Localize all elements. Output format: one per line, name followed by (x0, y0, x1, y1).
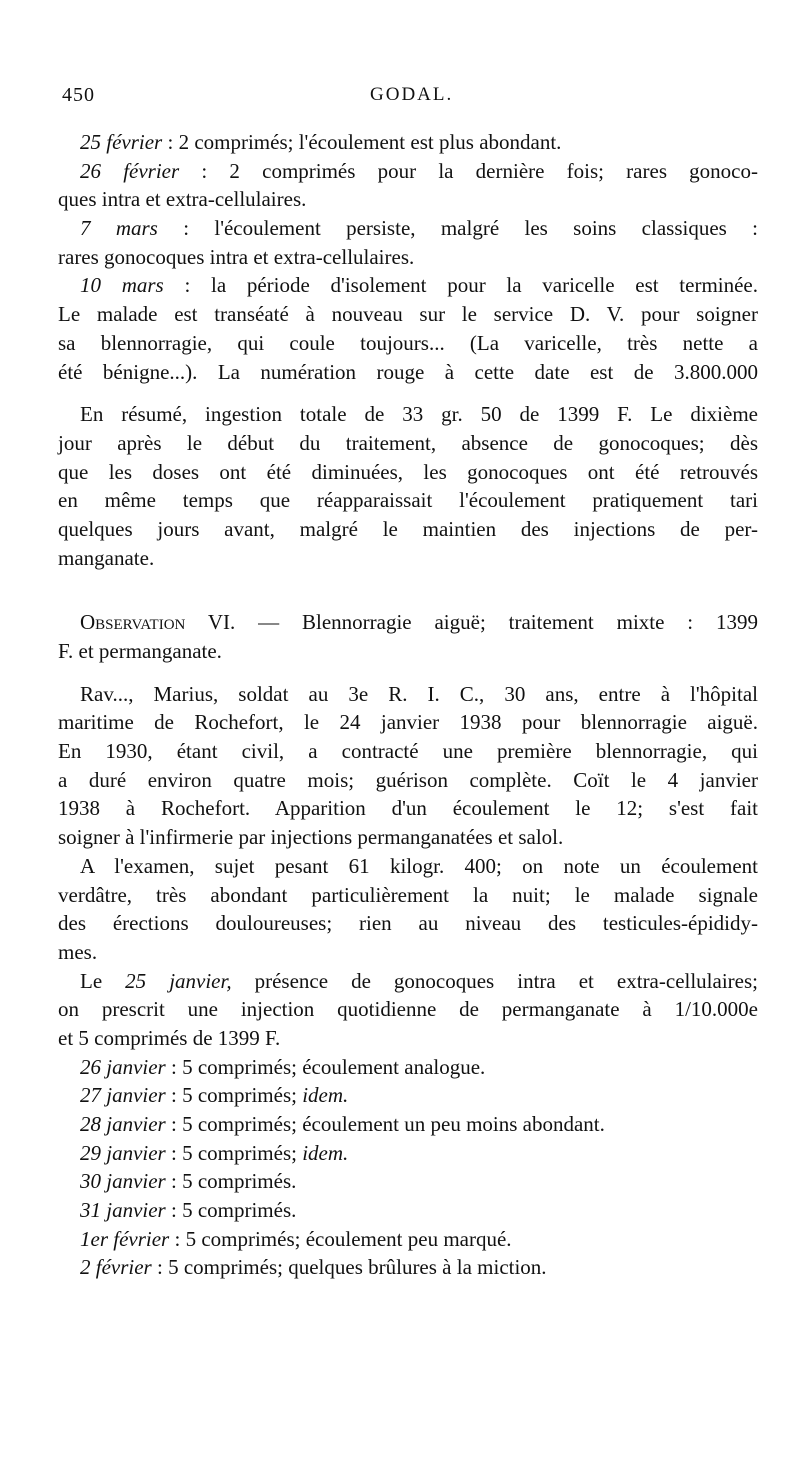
text-line: été bénigne...). La numération rouge à cette date est de 3.800.000 (58, 359, 758, 384)
entry-text: : 5 comprimés; écoulement analogue. (165, 1054, 486, 1079)
summary-line: manganate. (58, 545, 155, 570)
text-line: Le malade est transéaté à nouveau sur le service D. V. pour soigner (58, 302, 758, 327)
summary-line: En résumé, ingestion totale de 33 gr. 50 de 1399 F. Le dixième (80, 402, 758, 427)
daily-entry (58, 1253, 758, 1282)
paragraph-gap (58, 666, 758, 680)
section-gap (58, 590, 758, 608)
entry-date: 27 janvier (80, 1083, 166, 1108)
exam-line: verdâtre, très abondant particulièrement la nuit; le malade signale (58, 882, 758, 907)
entry-date: 1er février (80, 1226, 170, 1251)
entry-date: 10 mars (80, 273, 164, 298)
entry-text: : 5 comprimés; écoulement peu marqué. (169, 1226, 512, 1251)
text-line: et 5 comprimés de 1399 F. (58, 1025, 281, 1050)
summary-line: que les doses ont été diminuées, les gonocoques ont été retrouvés (58, 459, 758, 484)
entry-date: 26 janvier (80, 1054, 166, 1079)
case-line: En 1930, étant civil, a contracté une première blennorragie, qui (58, 739, 758, 764)
page-body (58, 128, 758, 1282)
entry-text: : l'écoulement persiste, malgré les soins classiques : (157, 216, 758, 241)
entry-text: : 5 comprimés; quelques brûlures à la miction. (151, 1255, 547, 1280)
entry-date: 29 janvier (80, 1140, 166, 1165)
entry-date: 7 mars (80, 216, 158, 241)
case-line: a duré environ quatre mois; guérison complète. Coït le 4 janvier (58, 767, 758, 792)
entry-text: : 5 comprimés. (165, 1198, 297, 1223)
daily-entry (58, 1110, 758, 1139)
case-line: maritime de Rochefort, le 24 janvier 1938 pour blennorragie aiguë. (58, 710, 758, 735)
entry-date: 30 janvier (80, 1169, 166, 1194)
exam-line: des érections douloureuses; rien au niveau des testicules-épididy- (58, 911, 758, 936)
summary-line: quelques jours avant, malgré le maintien des injections de per- (58, 516, 758, 541)
paragraph-gap (58, 386, 758, 400)
entry-text: : 5 comprimés; (165, 1140, 303, 1165)
exam-line: A l'examen, sujet pesant 61 kilogr. 400; on note un écoulement (80, 853, 758, 878)
running-head: GODAL. (370, 84, 454, 105)
entry-date: 28 janvier (80, 1112, 166, 1136)
entry-text: : 2 comprimés; l'écoulement est plus abondant. (162, 130, 562, 154)
exam-line: mes. (58, 939, 98, 964)
case-line: Rav..., Marius, soldat au 3e R. I. C., 30 ans, entre à l'hôpital (80, 681, 758, 706)
daily-entry (58, 1139, 758, 1168)
section-gap (58, 572, 758, 590)
entry-date: 26 février (80, 158, 180, 183)
entry-text: présence de gonocoques intra et extra-cellulaires; (231, 968, 758, 993)
observation-heading-cont: F. et permanganate. (58, 639, 222, 663)
observation-label: Observation VI. (80, 610, 236, 635)
entry-date: 25 janvier, (125, 968, 232, 993)
entry-date: 31 janvier (80, 1198, 166, 1223)
entry-date: 2 février (80, 1255, 152, 1280)
text-line: on prescrit une injection quotidienne de permanganate à 1/10.000e (58, 997, 758, 1022)
text-line: ques intra et extra-cellulaires. (58, 187, 307, 212)
entry-text: : 5 comprimés. (165, 1169, 297, 1194)
case-line: 1938 à Rochefort. Apparition d'un écoulement le 12; s'est fait (58, 796, 758, 821)
entry-text: : 2 comprimés pour la dernière fois; rares gonoco- (179, 158, 758, 183)
entry-line (58, 967, 758, 996)
daily-entry (58, 1196, 758, 1225)
entry-line (58, 271, 758, 300)
daily-entry (58, 1053, 758, 1082)
entry-text: : 5 comprimés; écoulement un peu moins abondant. (165, 1112, 605, 1136)
daily-entry (58, 1081, 758, 1110)
summary-line: en même temps que réapparaissait l'écoulement pratiquement tari (58, 488, 758, 513)
entry-date: 25 février (80, 130, 163, 154)
observation-heading (58, 608, 758, 637)
page-number: 450 (62, 84, 95, 106)
daily-entry (58, 1225, 758, 1254)
entry-prefix: Le (80, 968, 126, 993)
entry-line (58, 157, 758, 186)
entry-note: idem. (302, 1083, 349, 1108)
page-header (62, 84, 762, 114)
observation-title: — Blennorragie aiguë; traitement mixte : 1399 (235, 610, 758, 635)
entry-text: : 5 comprimés; (165, 1083, 303, 1108)
entry-text: : la période d'isolement pour la varicelle est terminée. (163, 273, 759, 298)
entry-line (58, 128, 758, 157)
daily-entry (58, 1167, 758, 1196)
text-line: sa blennorragie, qui coule toujours... (La varicelle, très nette a (58, 330, 758, 355)
text-line: rares gonocoques intra et extra-cellulaires. (58, 244, 415, 269)
summary-line: jour après le début du traitement, absence de gonocoques; dès (58, 430, 758, 455)
entry-line (58, 214, 758, 243)
entry-note: idem. (302, 1140, 349, 1165)
case-line: soigner à l'infirmerie par injections permanganatées et salol. (58, 825, 564, 850)
